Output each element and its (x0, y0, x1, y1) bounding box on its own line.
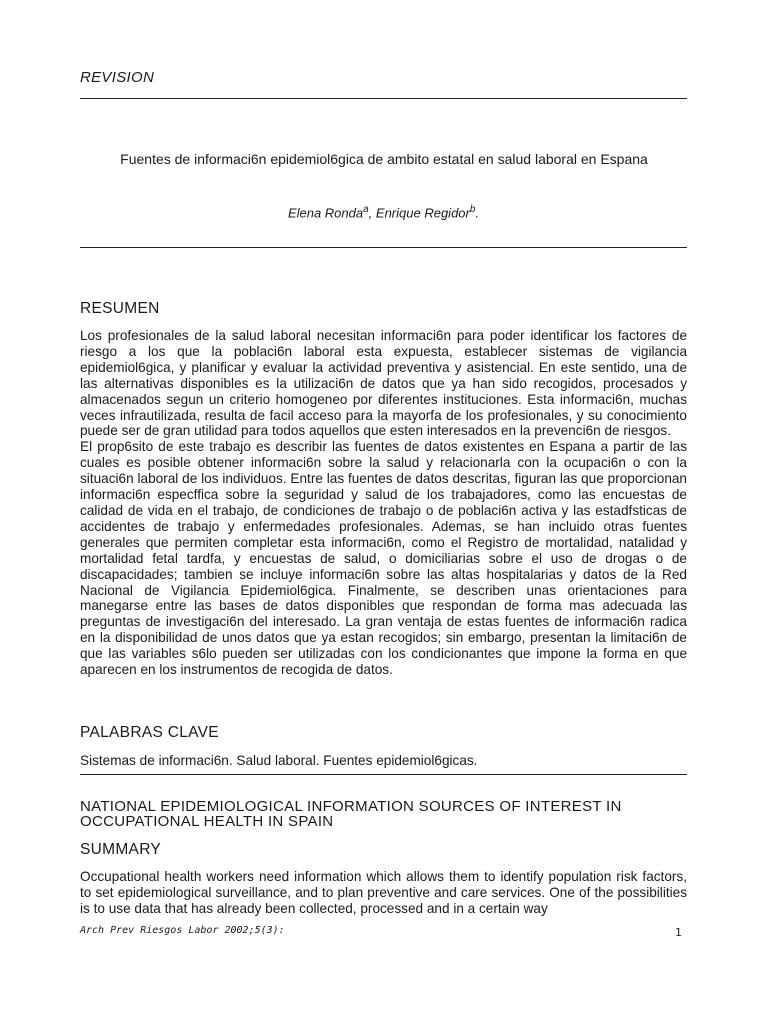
section-label: REVISION (80, 69, 155, 86)
author-name: Enrique Regidor (375, 205, 470, 221)
summary-body: Occupational health workers need information which allows them to identify population risk factors, to set epidemiological surveillance, and to plan preventive and care services. One of the possibilities is to use data that has already been collected, processed and in a certain way (80, 869, 687, 916)
author-name: Elena Ronda (287, 205, 364, 221)
citation-footer: Arch Prev Riesgos Labor 2002;5(3): (80, 925, 285, 936)
resumen-paragraph: Los profesionales de la salud laboral necesitan informaci6n para poder identificar los factores de riesgo a los que la poblaci6n laboral esta expuesta, establecer sistemas de vigilancia epidemiol6gica, y planificar y evaluar la actividad preventiva y asistencial. En este sentido, una de las alternativas disponibles es la utilizaci6n de datos que ya han sido recogidos, procesados y almacenados segun un criterio homogeneo por diferentes instituciones. Esta informaci6n, muchas veces infrautilizada, resulta de facil acceso para la mayorfa de los profesionales, y su conocimiento puede ser de gran utilidad para todos aquellos que esten interesados en la prevenci6n de riesgos. (80, 328, 687, 439)
keywords-heading: PALABRAS CLAVE (80, 724, 219, 741)
resumen-heading: RESUMEN (80, 300, 160, 317)
article-title: Fuentes de informaci6n epidemiol6gica de ambito estatal en salud laboral en Espana (120, 151, 648, 167)
english-title: NATIONAL EPIDEMIOLOGICAL INFORMATION SOURCES OF INTEREST IN OCCUPATIONAL HEALTH IN SPAIN (80, 798, 622, 830)
summary-heading: SUMMARY (80, 841, 162, 858)
authors-end: . (475, 205, 480, 221)
resumen-body (80, 328, 687, 678)
affiliation-mark: a (363, 204, 369, 215)
authors-line (80, 204, 687, 220)
affiliation-mark: b (469, 204, 476, 215)
top-divider (80, 98, 687, 99)
keywords-divider (80, 774, 687, 775)
author-separator: , (368, 205, 376, 221)
page-number: 1 (675, 926, 682, 939)
resumen-paragraph: El prop6sito de este trabajo es describir las fuentes de datos existentes en Espana a partir de las cuales es posible obtener informaci6n sobre la salud y relacionarla con la ocupaci6n o con la situaci6n laboral de los individuos. Entre las fuentes de datos descritas, figuran las que proporcionan informaci6n especffica sobre la seguridad y salud de los trabajadores, como las encuestas de calidad de vida en el trabajo, de condiciones de trabajo o de poblaci6n activa y las estadfsticas de accidentes de trabajo y enfermedades profesionales. Ademas, se han incluido otras fuentes generales que permiten completar esta informaci6n, como el Registro de mortalidad, natalidad y mortalidad fetal tardfa, y encuestas de salud, o domiciliarias sobre el uso de drogas o de discapacidades; tambien se incluye informaci6n sobre las altas hospitalarias y datos de la Red Nacional de Vigilancia Epidemiol6gica. Finalmente, se describen unas orientaciones para manegarse entre las bases de datos disponibles que respondan de forma mas adecuada las preguntas de investigaci6n del interesado. La gran ventaja de estas fuentes de informaci6n radica en la disponibilidad de unos datos que ya estan recogidos; sin embargo, presentan la limitaci6n de que las variables s6lo pueden ser utilizadas con los condicionantes que impone la forma en que aparecen en los instrumentos de recogida de datos. (80, 439, 687, 678)
title-divider (80, 247, 687, 248)
keywords-text: Sistemas de informaci6n. Salud laboral. Fuentes epidemiol6gicas. (80, 753, 478, 768)
